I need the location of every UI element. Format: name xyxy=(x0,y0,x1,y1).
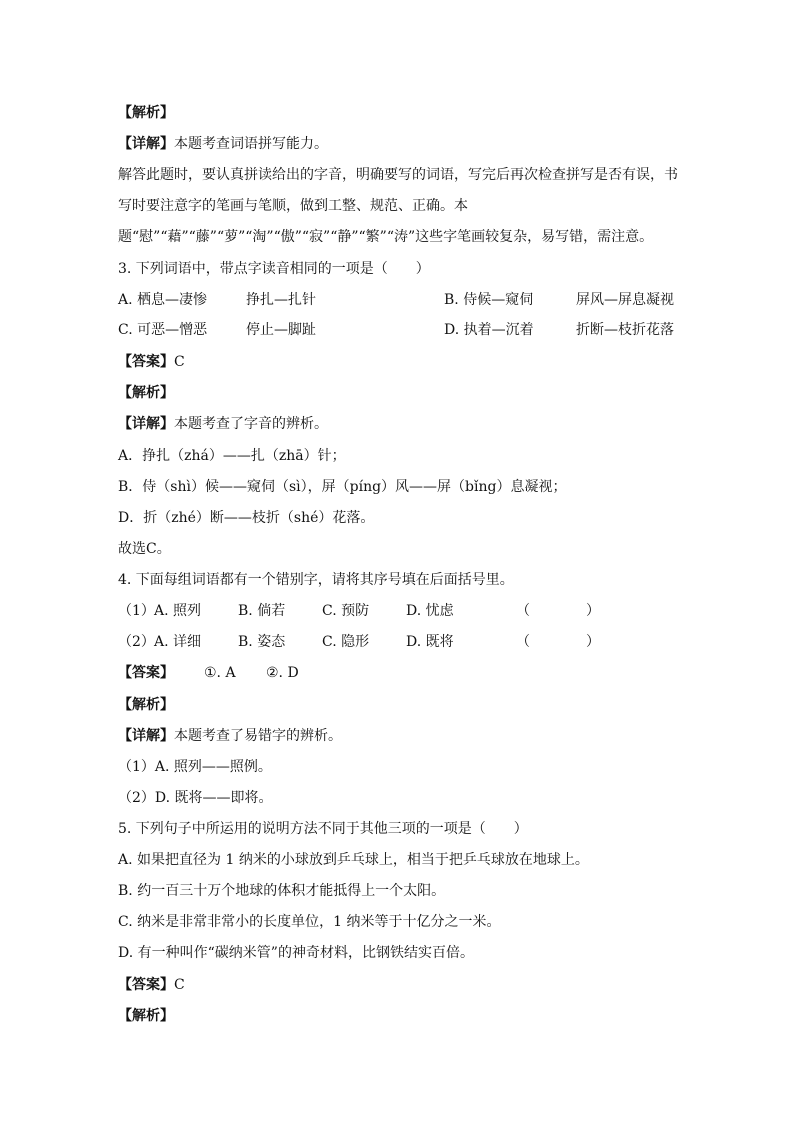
detail-tag: 【详解】 xyxy=(118,728,174,744)
q4-row1-b: B. 倘若 xyxy=(238,603,286,619)
detail-text: 本题考查了字音的辨析。 xyxy=(174,416,328,432)
analysis-tag: 【解析】 xyxy=(118,105,174,121)
q4-row2-a: A. 详细 xyxy=(154,634,202,650)
q4-row2-num: （2） xyxy=(118,634,155,650)
detail-body: 解答此题时，要认真拼读给出的字音，明确要写的词语，写完后再次检查拼写是否有误，书写时要注意字的笔画与笔顺，做到工整、规范、正确。本题“慰”“藉”“藤”“萝”“淘”“傲”“寂”“静”“繁”“涛”这些字笔画较复杂，易写错，需注意。 xyxy=(118,167,678,245)
detail-line xyxy=(118,134,328,154)
q3-analysis-b: B．侍（shì）候——窥伺（sì），屏（píng）风——屏（bǐng）息凝视； xyxy=(118,479,567,495)
analysis-tag: 【解析】 xyxy=(118,385,174,401)
detail-tag: 【详解】 xyxy=(118,416,174,432)
q3-option-b-second: 屏风—屏息凝视 xyxy=(576,292,674,308)
detail-text: 本题考查词语拼写能力。 xyxy=(174,136,328,152)
q4-stem: 4. 下面每组词语都有一个错别字，请将其序号填在后面括号里。 xyxy=(118,572,514,588)
q3-option-a: A. 栖息—凄惨 xyxy=(118,292,208,308)
detail-text: 本题考查了易错字的辨析。 xyxy=(174,728,342,744)
q5-option-a: A. 如果把直径为 1 纳米的小球放到乒乓球上，相当于把乒乓球放在地球上。 xyxy=(118,852,589,868)
q3-conclusion: 故选C。 xyxy=(118,541,171,557)
q4-row2-d: D. 既将 xyxy=(406,634,454,650)
detail-line xyxy=(118,414,328,434)
q4-answer-2: ②. D xyxy=(266,665,299,681)
q4-row1-c: C. 预防 xyxy=(322,603,370,619)
q4-answer-line xyxy=(118,663,174,683)
q3-analysis-d: D．折（zhé）断——枝折（shé）花落。 xyxy=(118,510,375,526)
q3-option-d-second: 折断—枝折花落 xyxy=(576,322,674,338)
q4-analysis-1: （1）A. 照列——照例。 xyxy=(118,759,272,775)
q3-option-c: C. 可恶—憎恶 xyxy=(118,322,208,338)
q4-row1-num: （1） xyxy=(118,603,155,619)
q3-option-d: D. 执着—沉着 xyxy=(444,322,534,338)
q5-answer-line xyxy=(118,975,185,995)
q4-row2-b: B. 姿态 xyxy=(238,634,286,650)
q4-row2-paren: （ ） xyxy=(516,634,600,650)
q4-row2-c: C. 隐形 xyxy=(322,634,370,650)
analysis-tag: 【解析】 xyxy=(118,697,174,713)
q3-option-a-second: 挣扎—扎针 xyxy=(246,292,316,308)
detail-line xyxy=(118,726,342,746)
q4-row1-d: D. 忧虑 xyxy=(406,603,454,619)
q3-analysis-a: A．挣扎（zhá）——扎（zhā）针； xyxy=(118,448,346,464)
q5-option-c: C. 纳米是非常非常小的长度单位，1 纳米等于十亿分之一米。 xyxy=(118,914,501,930)
detail-tag: 【详解】 xyxy=(118,136,174,152)
q5-option-d: D. 有一种叫作“碳纳米管”的神奇材料，比钢铁结实百倍。 xyxy=(118,945,474,961)
q3-stem: 3. 下列词语中，带点字读音相同的一项是（ ） xyxy=(118,261,430,277)
q4-analysis-2: （2）D. 既将——即将。 xyxy=(118,790,273,806)
answer-tag: 【答案】 xyxy=(118,354,174,370)
q3-option-c-second: 停止—脚趾 xyxy=(246,322,316,338)
q3-option-b: B. 侍候—窥伺 xyxy=(444,292,534,308)
q4-row1-paren: （ ） xyxy=(516,603,600,619)
answer-tag: 【答案】 xyxy=(118,977,174,993)
answer-tag: 【答案】 xyxy=(118,665,174,681)
q3-answer: C xyxy=(174,354,185,370)
q5-stem: 5. 下列句子中所运用的说明方法不同于其他三项的一项是（ ） xyxy=(118,821,528,837)
analysis-tag: 【解析】 xyxy=(118,1008,174,1024)
q4-row1-a: A. 照列 xyxy=(154,603,202,619)
q5-option-b: B. 约一百三十万个地球的体积才能抵得上一个太阳。 xyxy=(118,883,446,899)
q5-answer: C xyxy=(174,977,185,993)
q4-answer-1: ①. A xyxy=(204,665,236,681)
q3-answer-line xyxy=(118,352,185,372)
